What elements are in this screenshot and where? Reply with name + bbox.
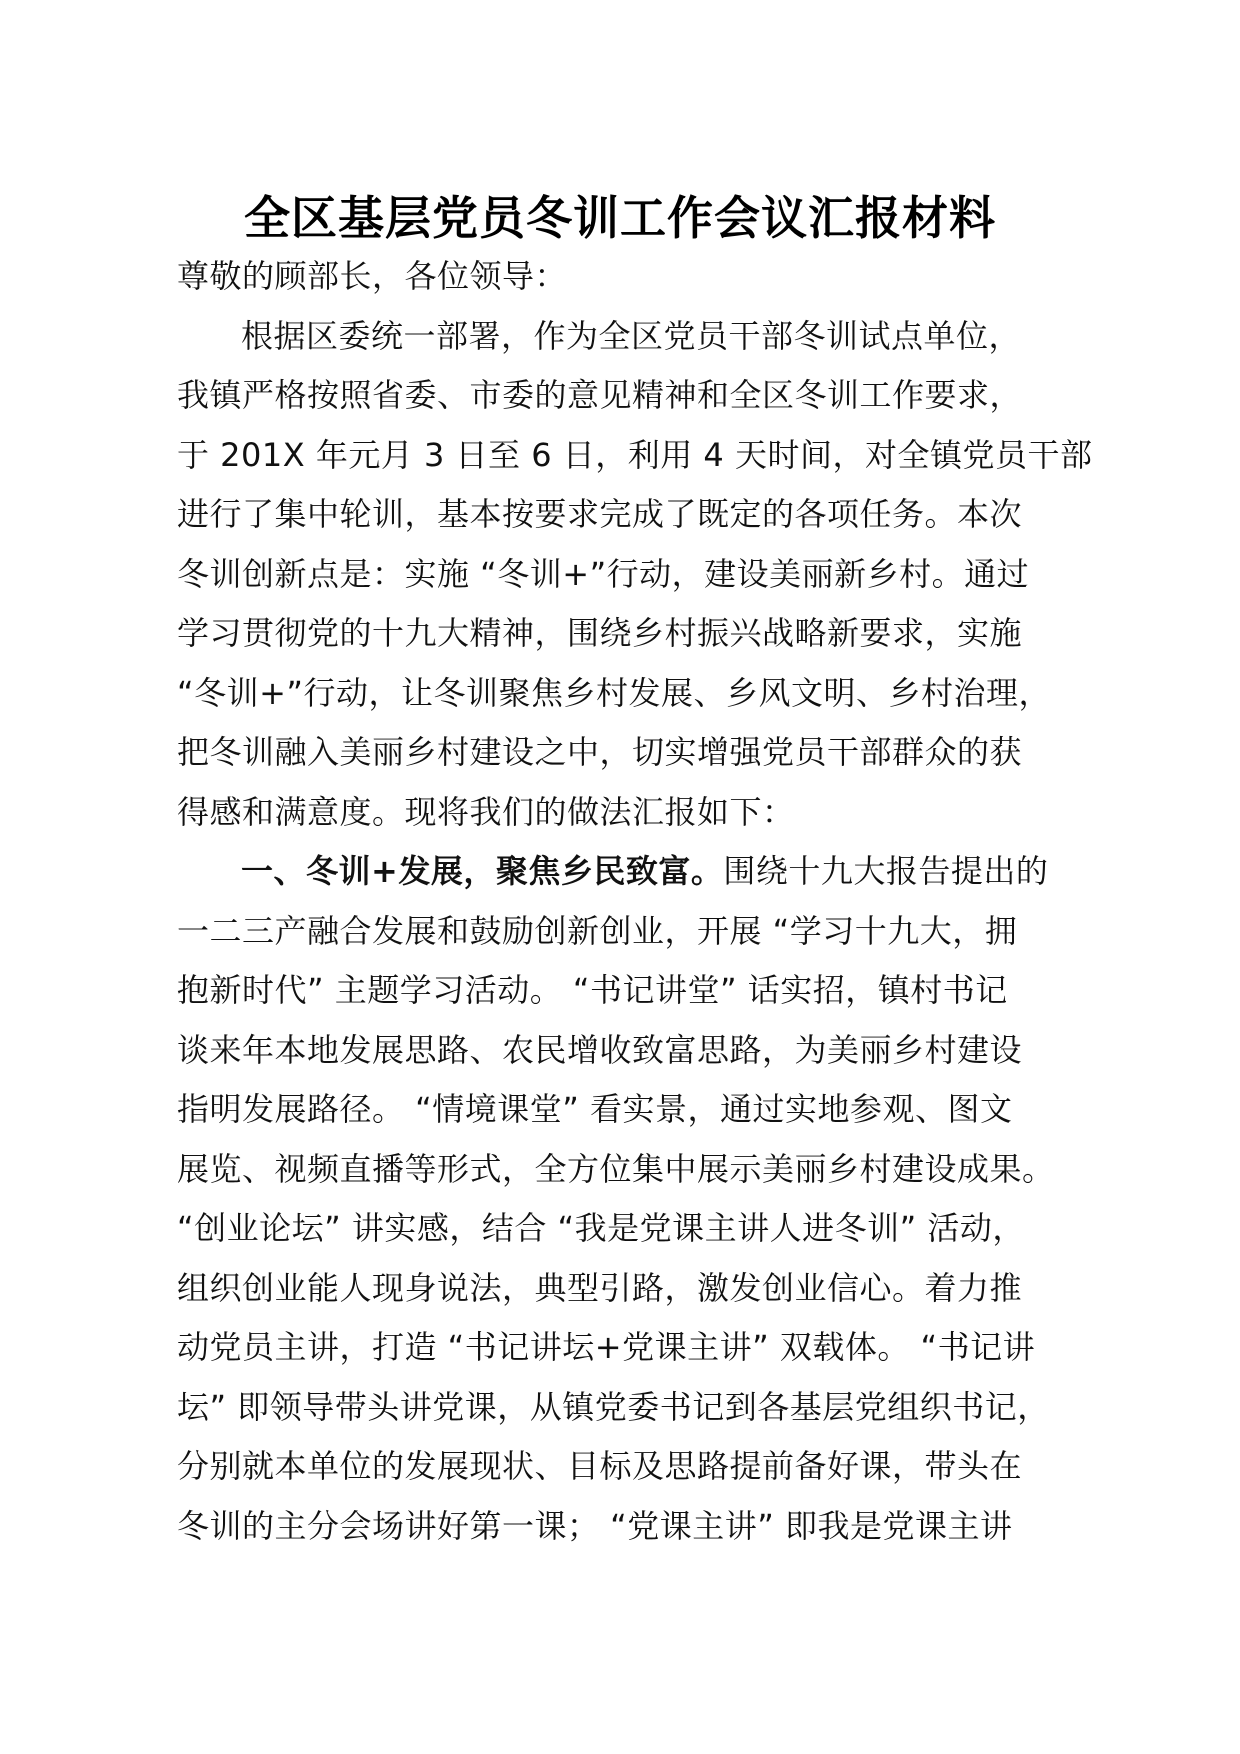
paragraph-line: 抱新时代” 主题学习活动。 “书记讲堂” 话实招，镇村书记 <box>177 971 1008 1009</box>
section-heading: 一、冬训+发展，聚焦乡民致富。 <box>241 852 724 890</box>
paragraph-line: 我镇严格按照省委、市委的意见精神和全区冬训工作要求， <box>177 376 1023 414</box>
paragraph-line: 坛” 即领导带头讲党课，从镇党委书记到各基层党组织书记， <box>177 1387 1050 1426</box>
paragraph-line: 学习贯彻党的十九大精神，围绕乡村振兴战略新要求，实施 <box>177 614 1023 652</box>
paragraph-line: 谈来年本地发展思路、农民增收致富思路，为美丽乡村建设 <box>177 1030 1023 1069</box>
paragraph-line: 得感和满意度。现将我们的做法汇报如下： <box>177 792 795 831</box>
greeting-line: 尊敬的顾部长，各位领导： <box>177 257 568 295</box>
paragraph-line: 展览、视频直播等形式，全方位集中展示美丽乡村建设成果。 <box>177 1149 1055 1188</box>
paragraph-line: 指明发展路径。 “情境课堂” 看实景，通过实地参观、图文 <box>177 1090 1013 1128</box>
paragraph-line: 于 201X 年元月 3 日至 6 日，利用 4 天时间，对全镇党员干部 <box>177 435 1093 474</box>
section-first-line <box>177 842 1103 902</box>
paragraph-line: 把冬训融入美丽乡村建设之中，切实增强党员干部群众的获 <box>177 733 1023 771</box>
paragraph-line: “冬训+”行动，让冬训聚焦乡村发展、乡风文明、乡村治理， <box>177 673 1051 712</box>
document-title: 全区基层党员冬训工作会议汇报材料 <box>244 191 996 245</box>
document-body <box>177 247 1103 1556</box>
paragraph-line: 组织创业能人现身说法，典型引路，激发创业信心。着力推 <box>177 1268 1023 1307</box>
paragraph-line: 分别就本单位的发展现状、目标及思路提前备好课，带头在 <box>177 1447 1023 1485</box>
paragraph-line: 动党员主讲，打造 “书记讲坛+党课主讲” 双载体。 “书记讲 <box>177 1328 1036 1366</box>
paragraph-line: 冬训的主分会场讲好第一课； “党课主讲” 即我是党课主讲 <box>177 1506 1013 1545</box>
paragraph-line: 一二三产融合发展和鼓励创新创业，开展 “学习十九大，拥 <box>177 911 1018 950</box>
paragraph-line: 进行了集中轮训，基本按要求完成了既定的各项任务。本次 <box>177 495 1023 533</box>
paragraph-line: 围绕十九大报告提出的 <box>723 852 1049 890</box>
paragraph-line: 根据区委统一部署，作为全区党员干部冬训试点单位， <box>241 316 1022 355</box>
paragraph-line: “创业论坛” 讲实感，结合 “我是党课主讲人进冬训” 活动， <box>177 1209 1025 1247</box>
paragraph-line: 冬训创新点是：实施 “冬训+”行动，建设美丽新乡村。通过 <box>177 554 1030 593</box>
